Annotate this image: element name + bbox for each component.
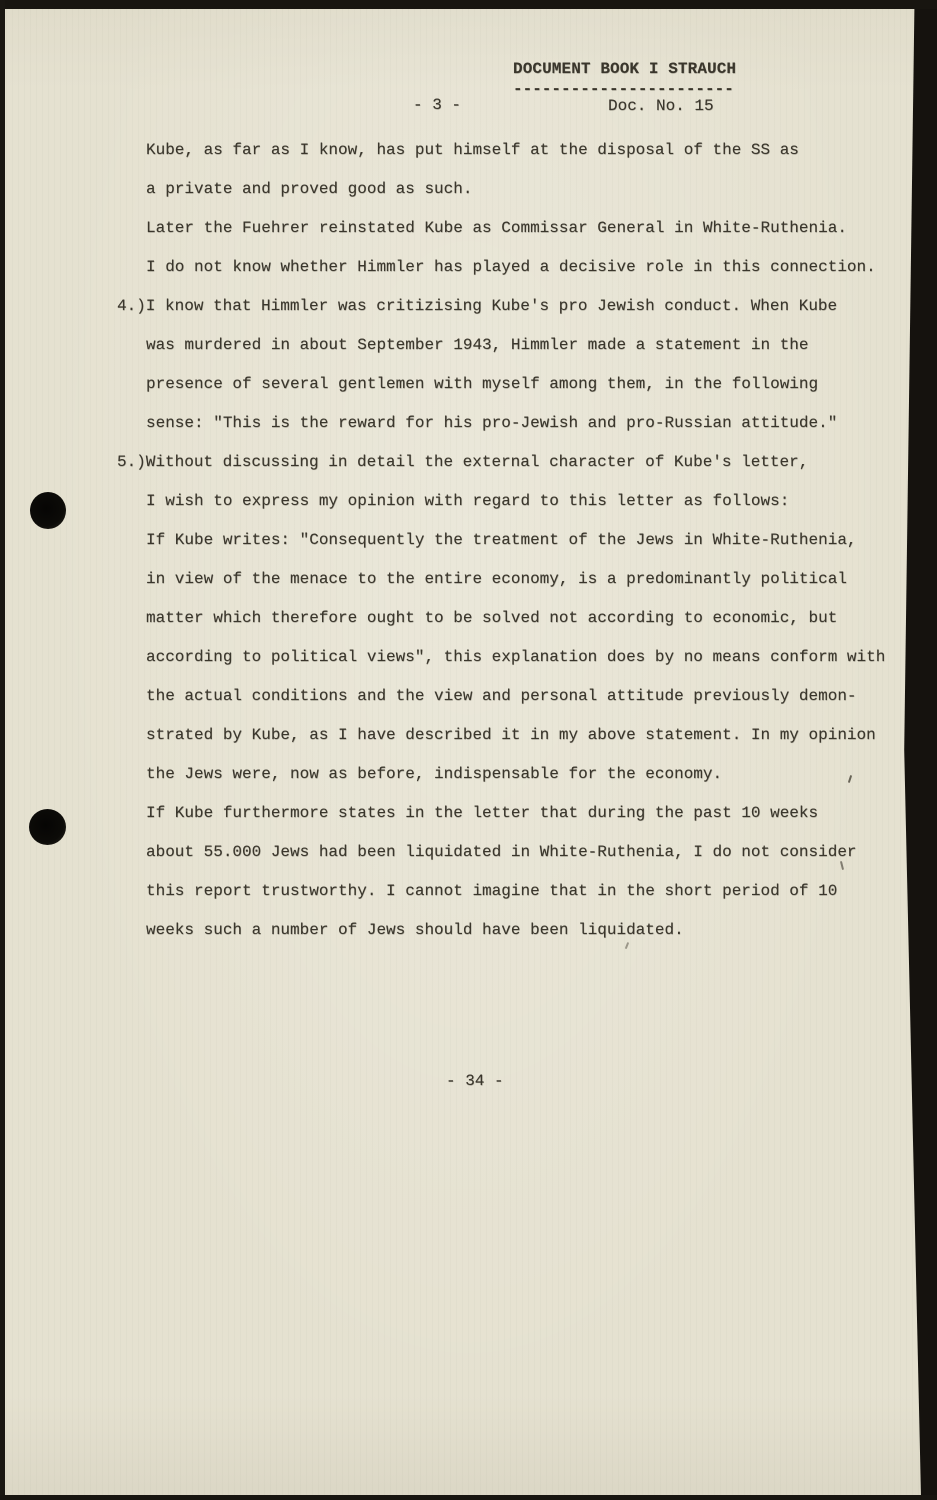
text-line: I do not know whether Himmler has played a decisive role in this connection.: [146, 258, 876, 276]
text-line: about 55.000 Jews had been liquidated in White-Ruthenia, I do not consider: [146, 843, 857, 861]
text-line: in view of the menace to the entire economy, is a predominantly political: [146, 570, 847, 588]
scan-edge-bottom: [0, 1495, 937, 1500]
page-number-bottom: - 34 -: [446, 1072, 504, 1090]
text-line: I wish to express my opinion with regard to this letter as follows:: [146, 492, 790, 510]
text-line: a private and proved good as such.: [146, 180, 473, 198]
text-line: the actual conditions and the view and personal attitude previously demon-: [146, 687, 857, 705]
document-body: [117, 131, 936, 950]
text-line: the Jews were, now as before, indispensable for the economy.: [146, 765, 723, 783]
text-line: matter which therefore ought to be solved not according to economic, but: [146, 609, 838, 627]
text-line: If Kube writes: "Consequently the treatment of the Jews in White-Ruthenia,: [146, 531, 857, 549]
scan-edge-top: [0, 0, 937, 9]
text-line: was murdered in about September 1943, Himmler made a statement in the: [146, 336, 809, 354]
text-line: If Kube furthermore states in the letter that during the past 10 weeks: [146, 804, 819, 822]
scan-edge-left: [0, 0, 5, 1500]
text-line: sense: "This is the reward for his pro-Jewish and pro-Russian attitude.": [146, 414, 838, 432]
text-line: this report trustworthy. I cannot imagine that in the short period of 10: [146, 882, 838, 900]
page-number-top: - 3 -: [413, 96, 462, 114]
text-line: strated by Kube, as I have described it in my above statement. In my opinion: [146, 726, 876, 744]
punch-hole-bottom: [29, 809, 66, 845]
text-line: weeks such a number of Jews should have been liquidated.: [146, 921, 684, 939]
text-line: 5.)Without discussing in detail the external character of Kube's letter,: [117, 453, 809, 471]
punch-hole-top: [30, 492, 66, 529]
text-line: according to political views", this explanation does by no means conform with: [146, 648, 886, 666]
text-line: presence of several gentlemen with myself among them, in the following: [146, 375, 819, 393]
doc-number: Doc. No. 15: [608, 97, 714, 115]
text-line: 4.)I know that Himmler was critizising Kube's pro Jewish conduct. When Kube: [117, 297, 838, 315]
header-divider: -----------------------: [513, 80, 734, 98]
text-line: Kube, as far as I know, has put himself at the disposal of the SS as: [146, 141, 799, 159]
text-line: Later the Fuehrer reinstated Kube as Commissar General in White-Ruthenia.: [146, 219, 847, 237]
header-book-title: DOCUMENT BOOK I STRAUCH: [513, 60, 737, 78]
